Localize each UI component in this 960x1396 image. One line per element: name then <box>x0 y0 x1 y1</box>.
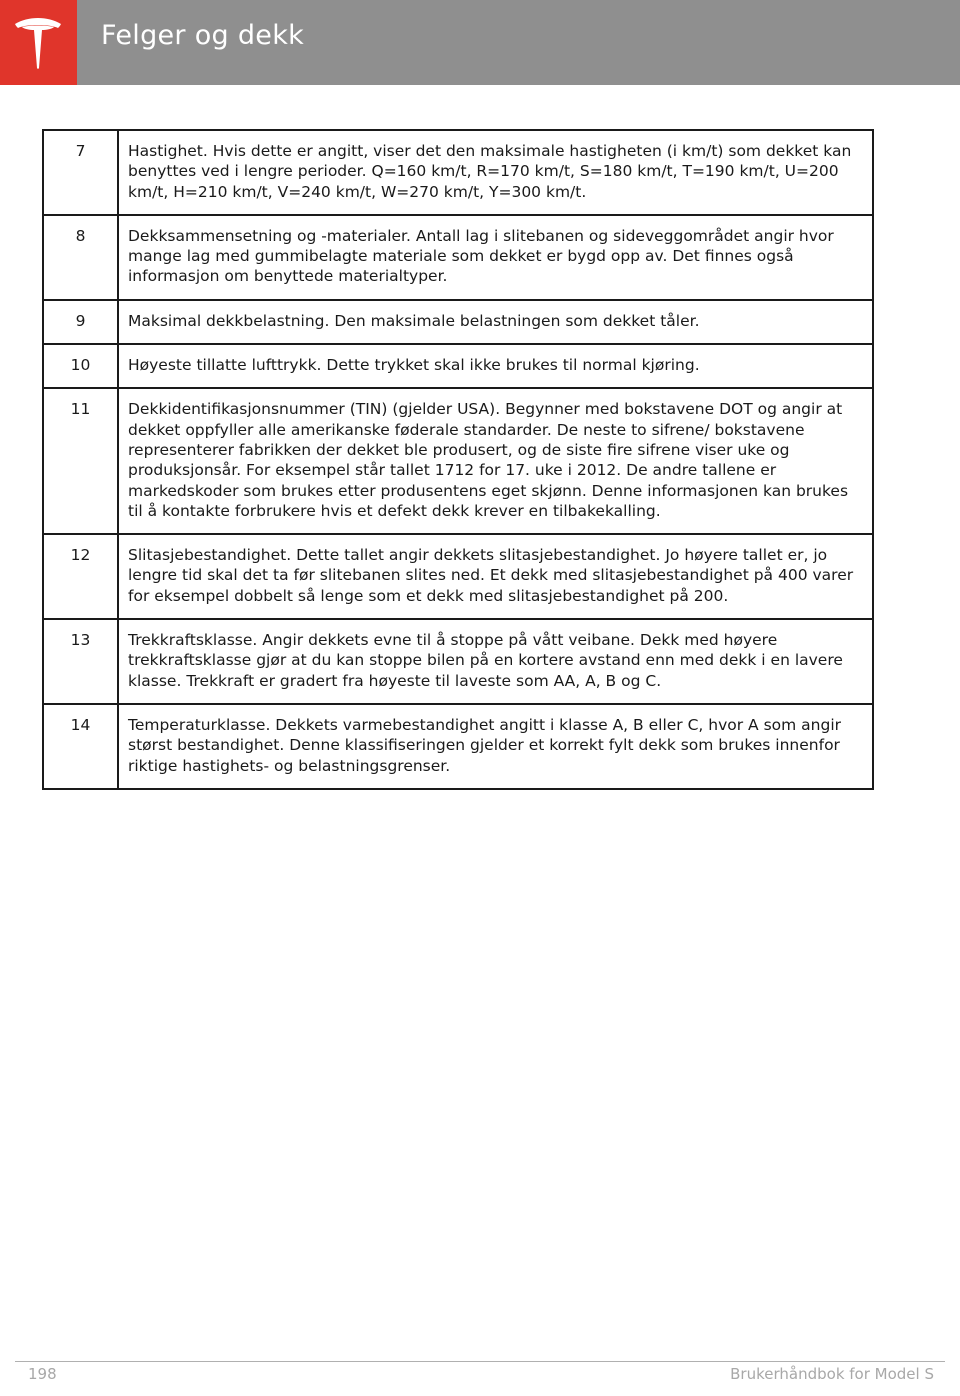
table-row <box>43 388 873 534</box>
tire-marking-table <box>42 129 874 790</box>
row-description: Dekksammensetning og -materialer. Antall lag i slitebanen og sideveggområdet angir hvor mange lag med gummibelagte materiale som dekket er bygd opp av. Det finnes også informasjon om benyttede materialtyper. <box>118 215 873 300</box>
row-description: Trekkraftsklasse. Angir dekkets evne til å stoppe på vått veibane. Dekk med høyere trekkraftsklasse gjør at du kan stoppe bilen på en kortere avstand enn med dekk i en lavere klasse. Trekkraft er gradert fra høyeste til laveste som AA, A, B og C. <box>118 619 873 704</box>
row-description: Maksimal dekkbelastning. Den maksimale belastningen som dekket tåler. <box>118 300 873 344</box>
row-description: Slitasjebestandighet. Dette tallet angir dekkets slitasjebestandighet. Jo høyere tallet er, jo lengre tid skal det ta før slitebanen slites ned. Et dekk med slitasjebestandighet på 400 varer for eksempel dobbelt så lenge som et dekk med slitasjebestandighet på 200. <box>118 534 873 619</box>
row-description: Temperaturklasse. Dekkets varmebestandighet angitt i klasse A, B eller C, hvor A som angir størst bestandighet. Denne klassifiseringen gjelder et korrekt fylt dekk som brukes innenfor riktige hastighets- og belastningsgrenser. <box>118 704 873 789</box>
row-number: 11 <box>43 388 118 534</box>
page-header <box>0 0 960 85</box>
logo-badge <box>0 0 77 85</box>
table-row <box>43 344 873 388</box>
table-row <box>43 215 873 300</box>
table-row <box>43 130 873 215</box>
row-number: 12 <box>43 534 118 619</box>
table-row <box>43 704 873 789</box>
table-row <box>43 619 873 704</box>
footer-book-title: Brukerhåndbok for Model S <box>730 1365 934 1383</box>
tesla-logo-icon <box>12 14 64 70</box>
row-number: 14 <box>43 704 118 789</box>
page-number: 198 <box>28 1365 57 1383</box>
section-title: Felger og dekk <box>101 20 305 51</box>
row-number: 10 <box>43 344 118 388</box>
row-number: 8 <box>43 215 118 300</box>
row-description: Dekkidentifikasjonsnummer (TIN) (gjelder USA). Begynner med bokstavene DOT og angir at dekket oppfyller alle amerikanske føderale standarder. De neste to sifrene/ bokstavene representerer fabrikken der dekket ble produsert, og de siste fire sifrene viser uke og produksjonsår. For eksempel står tallet 1712 for 17. uke i 2012. De andre tallene er markedskoder som brukes etter produsentens eget skjønn. Denne informasjonen kan brukes til å kontakte forbrukere hvis et defekt dekk krever en tilbakekalling. <box>118 388 873 534</box>
footer-divider <box>15 1361 945 1362</box>
table-row <box>43 534 873 619</box>
table-row <box>43 300 873 344</box>
row-description: Høyeste tillatte lufttrykk. Dette trykket skal ikke brukes til normal kjøring. <box>118 344 873 388</box>
row-number: 7 <box>43 130 118 215</box>
row-description: Hastighet. Hvis dette er angitt, viser det den maksimale hastigheten (i km/t) som dekket kan benyttes ved i lengre perioder. Q=160 km/t, R=170 km/t, S=180 km/t, T=190 km/t, U=200 km/t, H=210 km/t, V=240 km/t, W=270 km/t, Y=300 km/t. <box>128 142 852 201</box>
row-number: 9 <box>43 300 118 344</box>
row-number: 13 <box>43 619 118 704</box>
